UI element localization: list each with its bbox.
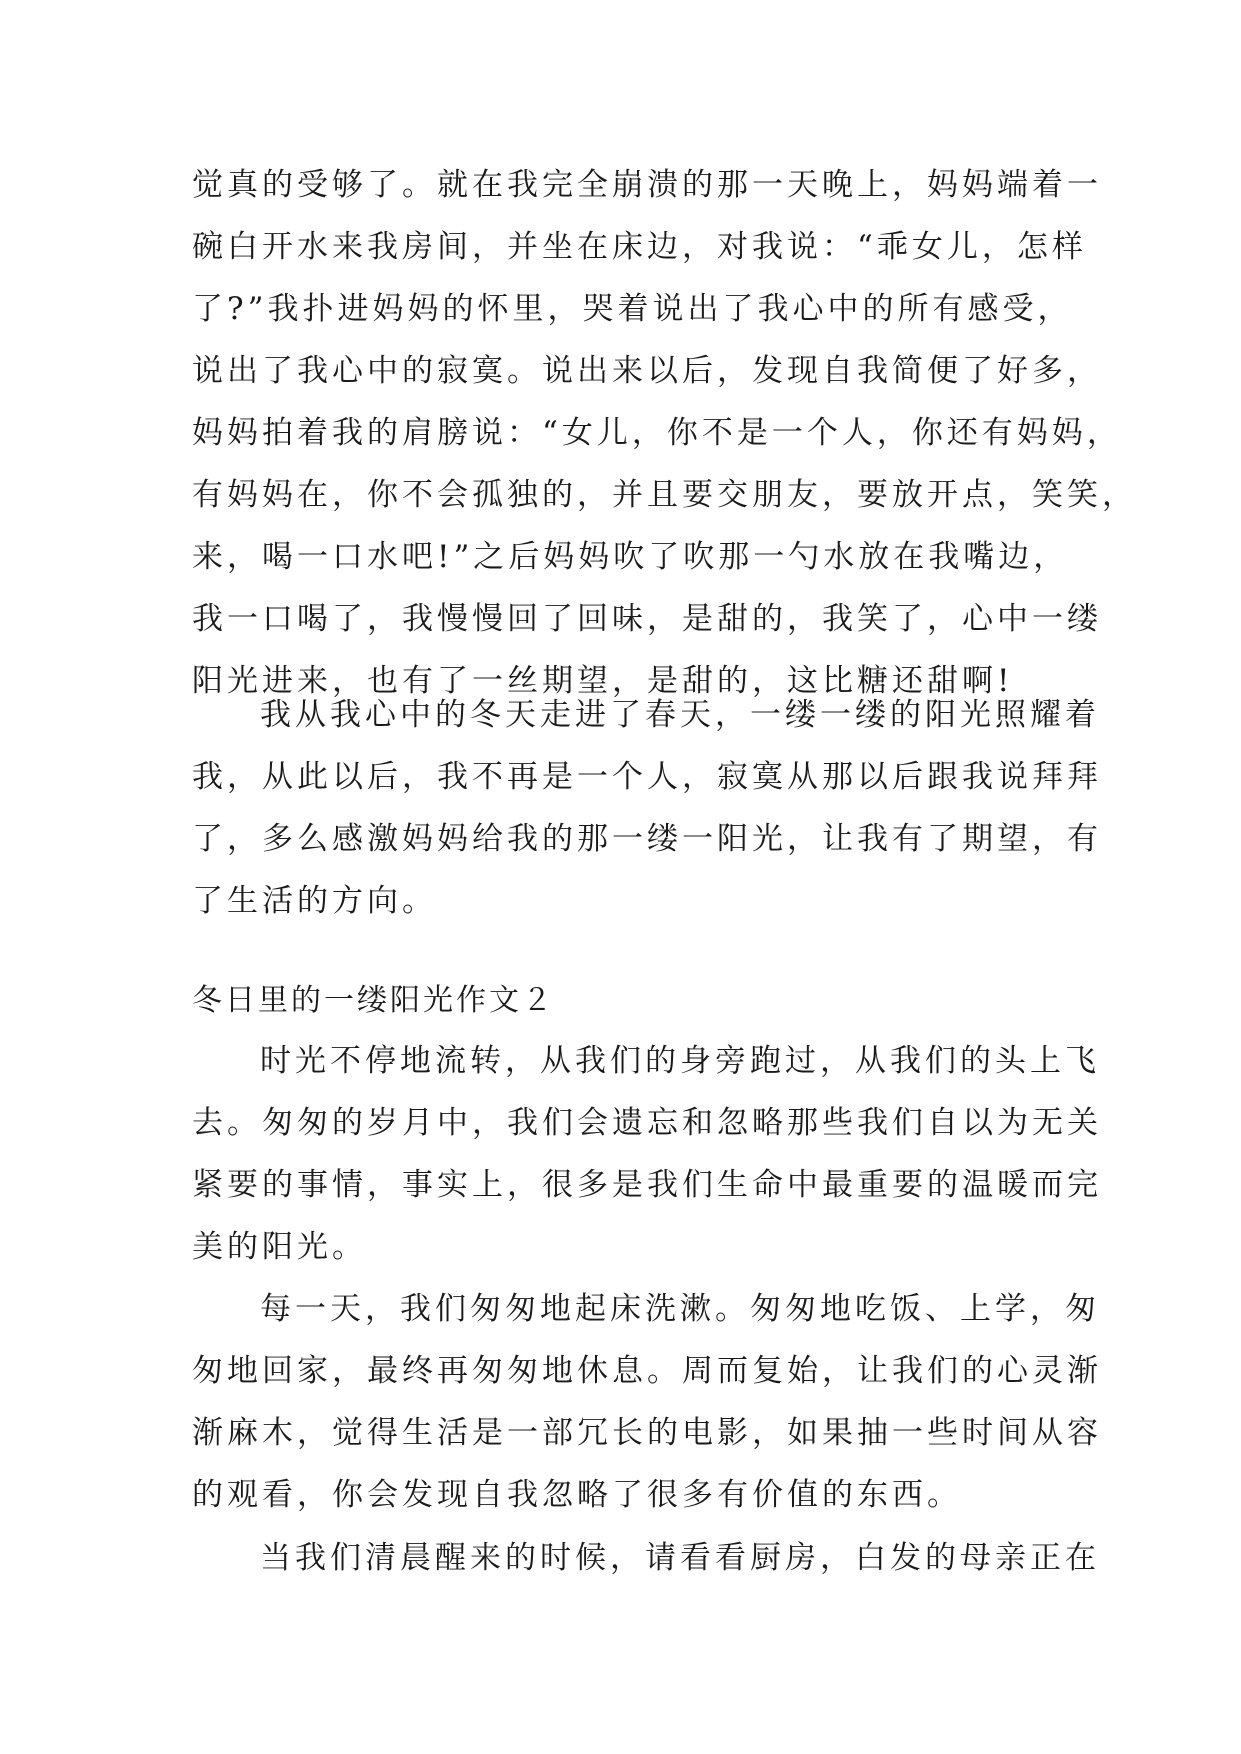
text-line: 了，多么感激妈妈给我的那一缕一阳光，让我有了期望，有 bbox=[192, 821, 1102, 857]
text-line: 说出了我心中的寂寞。说出来以后，发现自我简便了好多， bbox=[192, 353, 1102, 389]
text-line: 妈妈拍着我的肩膀说：“女儿，你不是一个人，你还有妈妈， bbox=[192, 415, 1122, 451]
text-line: 来，喝一口水吧!”之后妈妈吹了吹那一勺水放在我嘴边， bbox=[192, 539, 1069, 575]
essay-heading: 冬日里的一缕阳光作文２ bbox=[192, 983, 555, 1018]
text-line: 了生活的方向。 bbox=[192, 883, 437, 919]
text-line: 每一天，我们匆匆地起床洗漱。匆匆地吃饭、上学，匆 bbox=[260, 1291, 1100, 1327]
text-line: 渐麻木，觉得生活是一部冗长的电影，如果抽一些时间从容 bbox=[192, 1415, 1102, 1451]
paragraph bbox=[192, 684, 1102, 932]
text-line: 有妈妈在，你不会孤独的，并且要交朋友，要放开点，笑笑， bbox=[192, 477, 1137, 513]
text-line: 匆地回家，最终再匆匆地休息。周而复始，让我们的心灵渐 bbox=[192, 1353, 1102, 1389]
text-line: 碗白开水来我房间，并坐在床边，对我说：“乖女儿，怎样 bbox=[192, 229, 1087, 265]
paragraph bbox=[192, 1278, 1102, 1526]
text-line: 我，从此以后，我不再是一个人，寂寞从那以后跟我说拜拜 bbox=[192, 759, 1102, 795]
text-line: 觉真的受够了。就在我完全崩溃的那一天晚上，妈妈端着一 bbox=[192, 167, 1102, 203]
text-line: 紧要的事情，事实上，很多是我们生命中最重要的温暖而完 bbox=[192, 1167, 1102, 1203]
paragraph-continued bbox=[192, 154, 1137, 712]
paragraph bbox=[192, 1527, 1100, 1589]
text-line: 去。匆匆的岁月中，我们会遗忘和忽略那些我们自以为无关 bbox=[192, 1105, 1102, 1141]
paragraph bbox=[192, 1030, 1102, 1278]
text-line: 了?”我扑进妈妈的怀里，哭着说出了我心中的所有感受， bbox=[192, 291, 1073, 327]
text-line: 时光不停地流转，从我们的身旁跑过，从我们的头上飞 bbox=[260, 1043, 1100, 1079]
text-line: 我一口喝了，我慢慢回了回味，是甜的，我笑了，心中一缕 bbox=[192, 601, 1102, 637]
text-line: 我从我心中的冬天走进了春天，一缕一缕的阳光照耀着 bbox=[260, 697, 1100, 733]
text-line: 美的阳光。 bbox=[192, 1229, 367, 1265]
text-line: 当我们清晨醒来的时候，请看看厨房，白发的母亲正在 bbox=[260, 1540, 1100, 1576]
text-line: 阳光进来，也有了一丝期望，是甜的，这比糖还甜啊! bbox=[192, 663, 1014, 699]
text-line: 的观看，你会发现自我忽略了很多有价值的东西。 bbox=[192, 1477, 962, 1513]
